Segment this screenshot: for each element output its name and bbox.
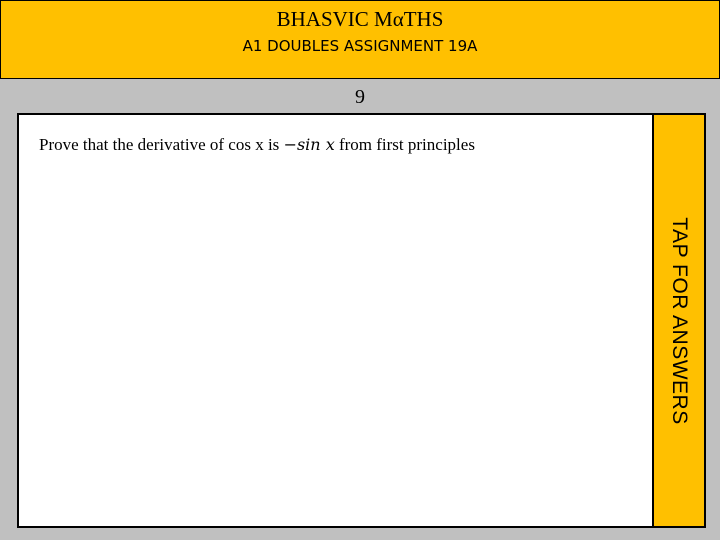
header-banner — [0, 0, 720, 79]
question-panel — [17, 113, 654, 528]
math-expression: −sin x — [283, 135, 335, 154]
brand-title: BHASVIC MαTHS — [276, 7, 444, 31]
question-text-end: from first principles — [334, 135, 475, 154]
question-text — [39, 135, 475, 155]
assignment-title: A1 DOUBLES ASSIGNMENT 19A — [242, 37, 478, 55]
question-text-start: Prove that the derivative of cos x is — [39, 135, 284, 154]
question-number: 9 — [355, 86, 365, 108]
tap-for-answers-button[interactable] — [652, 113, 706, 528]
answer-button-label: TAP FOR ANSWERS — [668, 216, 691, 425]
